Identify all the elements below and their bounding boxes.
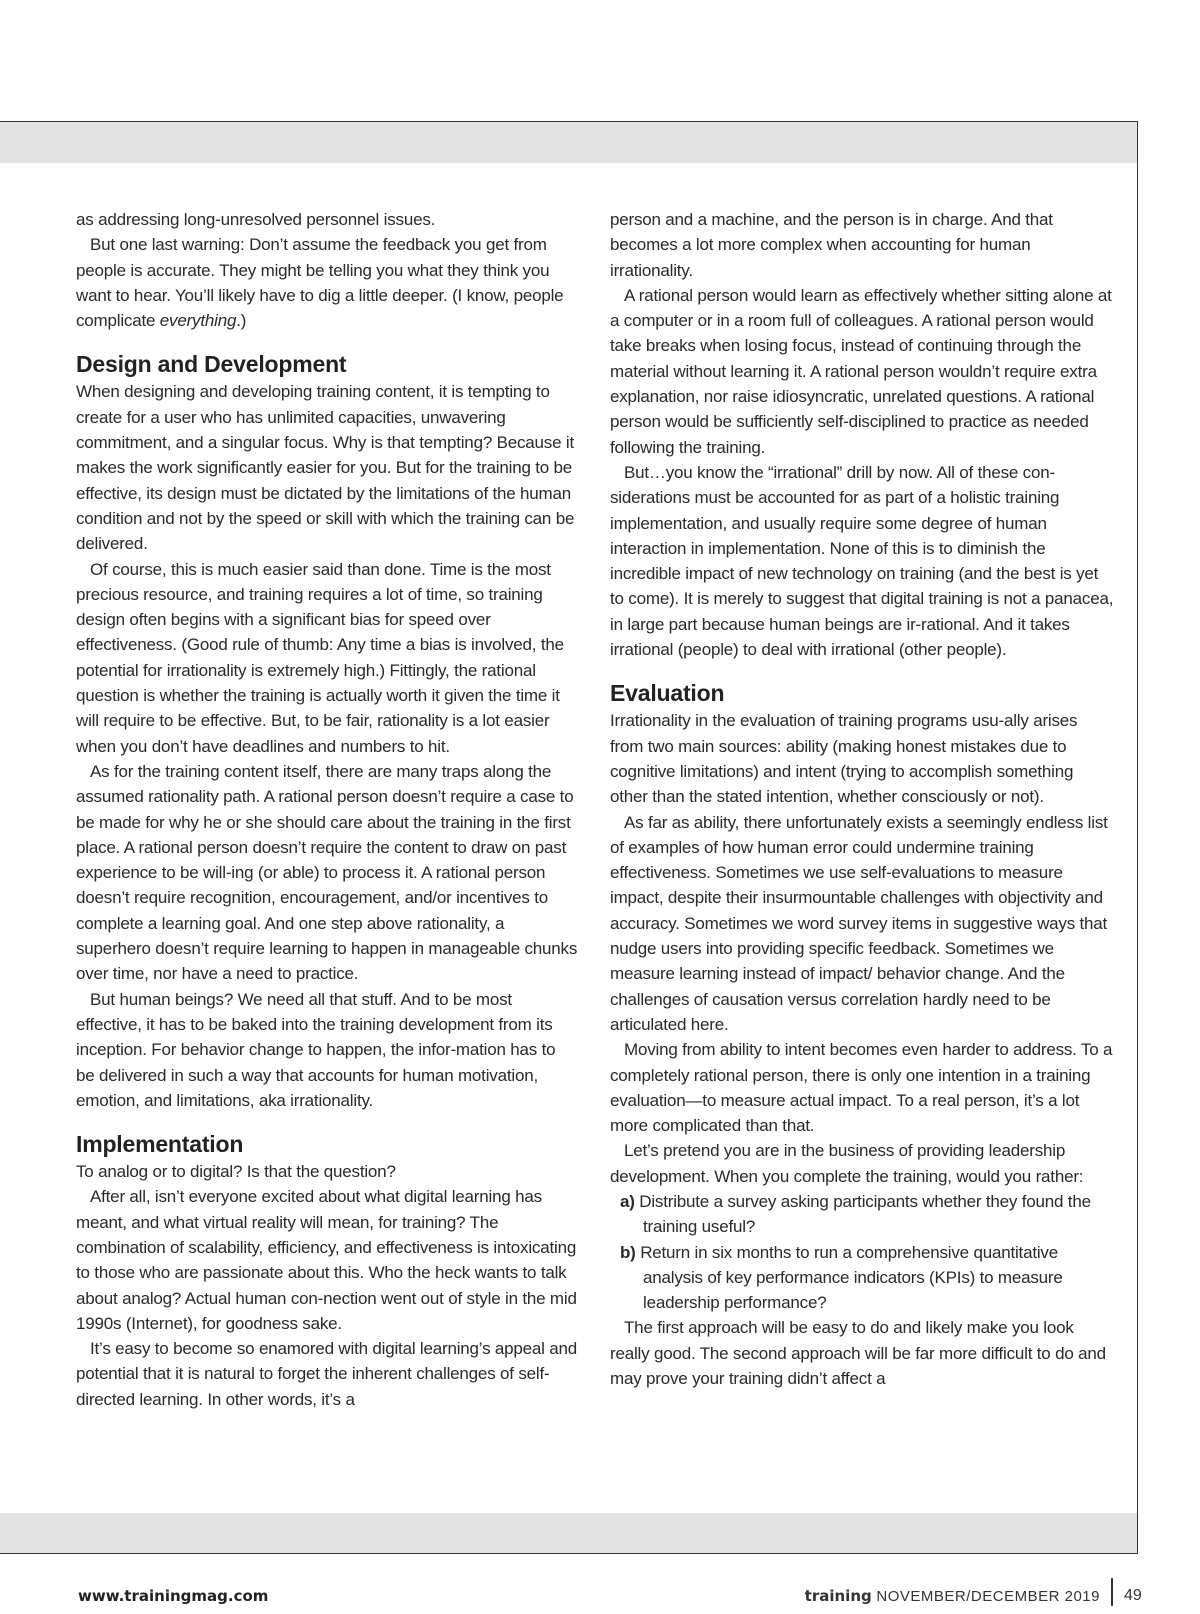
paragraph: person and a machine, and the person is in charge. And that becomes a lot more complex when accounting for human irrationality. [610,210,1053,280]
right-column [610,207,1115,1391]
paragraph: Irrationality in the evaluation of training programs usu-ally arises from two main sources: ability (making honest mistakes due to cognitive limitations) and intent (trying to accomplish something other than the stated intention, whether consciously or not). [610,711,1078,807]
issue-label [805,1587,1100,1605]
website-url: www.trainingmag.com [78,1587,269,1605]
magazine-name: training [804,1587,872,1605]
footer-divider [1111,1578,1113,1606]
top-gray-band [0,122,1137,163]
paragraph: When designing and developing training content, it is tempting to create for a user who has unlimited capacities, unwavering commitment, and a singular focus. Why is that tempting? Because it makes the work significantly easier for you. But for the training to be effective, its design must be dictated by the limitations of the human condition and not by the speed or skill with which the training can be delivered. [76,382,575,554]
paragraph: The first approach will be easy to do and likely make you look really good. The second approach will be far more difficult to do and may prove your training didn’t affect a [610,1318,1106,1389]
page-footer [0,1587,1200,1614]
paragraph: But one last warning: Don’t assume the feedback you get from people is accurate. They might be telling you what they think you want to hear. You’ll likely have to dig a little deeper. (I know, people complicate everything.) [76,235,564,331]
paragraph: As far as ability, there unfortunately exists a seemingly endless list of examples of how human error could undermine training effectiveness. Sometimes we use self-evaluations to measure impact, despite their insurmountable challenges with objectivity and accuracy. Sometimes we word survey items in suggestive ways that nudge users into providing specific feedback. Sometimes we measure learning instead of impact/ behavior change. And the challenges of causation versus correlation hardly need to be articulated here. [610,812,1108,1034]
bottom-gray-band [0,1513,1137,1553]
issue-date: NOVEMBER/DECEMBER 2019 [876,1588,1100,1605]
list-item-a: a) Distribute a survey asking participants whether they found the training useful? [620,1191,1091,1237]
paragraph: as addressing long-unresolved personnel issues. [76,210,436,229]
list-item-b: b) Return in six months to run a comprehensive quantitative analysis of key performance indicators (KPIs) to measure leadership performance? [620,1242,1063,1313]
paragraph: As for the training content itself, there are many traps along the assumed rationality path. A rational person doesn’t require a case to be made for why he or she should care about the training in the first place. A rational person doesn’t require the content to draw on past experience to be will-ing (or able) to process it. A rational person doesn’t require recognition, encouragement, and/or incentives to complete a learning goal. And one step above rationality, a superhero doesn’t require learning to happen in manageable chunks over time, nor have a need to practice. [76,761,578,984]
paragraph: A rational person would learn as effectively whether sitting alone at a computer or in a room full of colleagues. A rational person would take breaks when losing focus, instead of continuing through the material without learning it. A rational person wouldn’t require extra explanation, nor raise idiosyncratic, unrelated questions. A rational person would be sufficiently self-disciplined to practice as needed following the training. [610,285,1112,457]
section-heading-evaluation: Evaluation [610,680,725,707]
paragraph: It’s easy to become so enamored with digital learning’s appeal and potential that it is natural to forget the inherent challenges of self-directed learning. In other words, it’s a [76,1339,578,1409]
section-heading-implementation: Implementation [76,1131,244,1158]
paragraph: But human beings? We need all that stuff. And to be most effective, it has to be baked into the training development from its inception. For behavior change to happen, the infor-mation has to be delivered in such a way that accounts for human motivation, emotion, and limitations, aka irrationality. [76,989,556,1110]
paragraph: But…you know the “irrational” drill by now. All of these con-siderations must be accounted for as part of a holistic training implementation, and usually require some degree of human interaction in implementation. None of this is to diminish the incredible impact of new technology on training (and the best is yet to come). It is merely to suggest that digital training is not a panacea, in large part because human beings are ir-rational. And it takes irrational (people) to deal with irrational (other people). [610,462,1114,660]
paragraph: Let’s pretend you are in the business of providing leadership development. When you complete the training, would you rather: [610,1141,1084,1186]
paragraph: To analog or to digital? Is that the question? [76,1162,396,1182]
paragraph: Of course, this is much easier said than done. Time is the most precious resource, and training requires a lot of time, so training design often begins with a significant bias for speed over effectiveness. (Good rule of thumb: Any time a bias is involved, the potential for irrationality is extremely high.) Fittingly, the rational question is whether the training is actually worth it given the time it will require to be effective. But, to be fair, rationality is a lot easier when you don’t have deadlines and numbers to hit. [76,559,564,756]
section-heading-design: Design and Development [76,351,347,378]
left-column [76,207,578,1412]
page-number: 49 [1124,1587,1142,1604]
paragraph: Moving from ability to intent becomes even harder to address. To a completely rational person, there is only one intention in a training evaluation—to measure actual impact. To a real person, it’s a lot more complicated than that. [610,1040,1113,1136]
paragraph: After all, isn’t everyone excited about what digital learning has meant, and what virtual reality will mean, for training? The combination of scalability, efficiency, and effectiveness is intoxicating to those who are passionate about this. Who the heck wants to talk about analog? Actual human con-nection went out of style in the mid 1990s (Internet), for goodness sake. [76,1187,577,1333]
options-list [610,1189,1115,1315]
